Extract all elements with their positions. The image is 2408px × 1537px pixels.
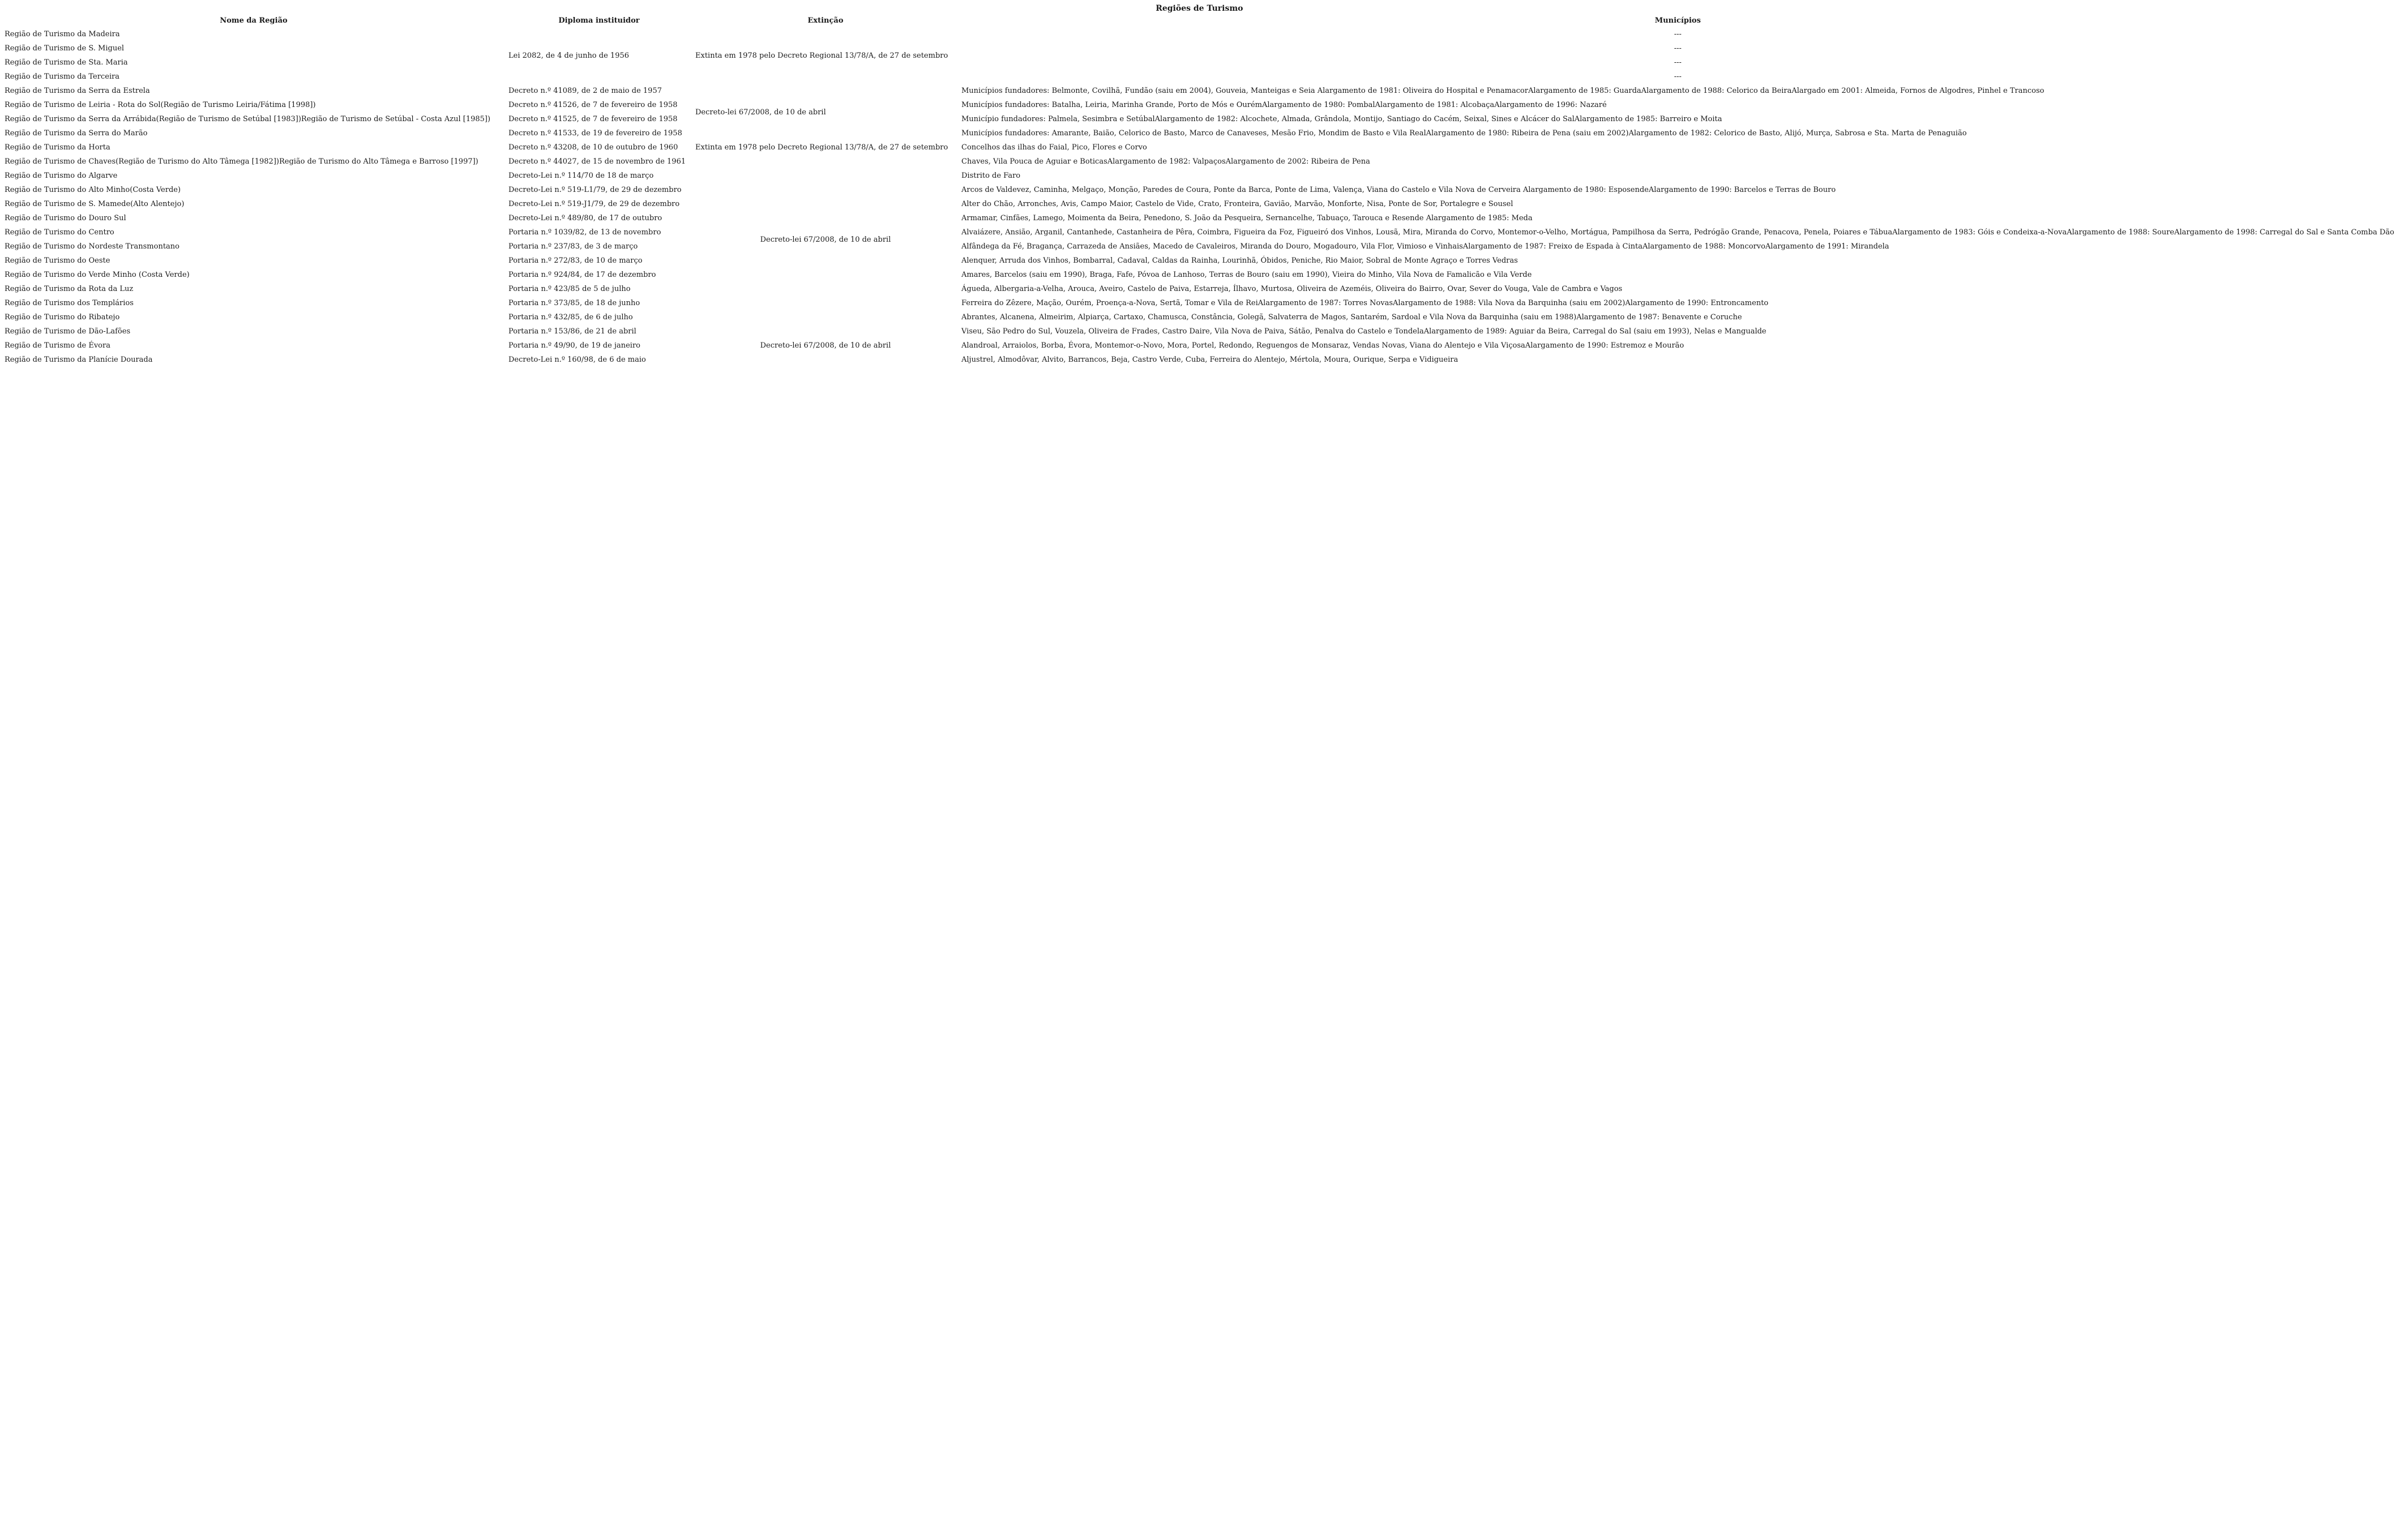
cell-diploma: Decreto n.º 41525, de 7 de fevereiro de 1958 bbox=[508, 115, 678, 123]
cell-municipios: Amares, Barcelos (saiu em 1990), Braga, Fafe, Póvoa de Lanhoso, Terras de Bouro (saiu em 1990), Vieira do Minho, Vila Nova de Famalicão e Vila Verde bbox=[961, 271, 1532, 279]
cell-municipios: Distrito de Faro bbox=[961, 172, 1021, 180]
table-row bbox=[3, 324, 2396, 339]
cell-nome: Região de Turismo do Centro bbox=[5, 228, 114, 237]
cell-nome: Região de Turismo dos Templários bbox=[5, 299, 134, 307]
table-row bbox=[3, 155, 2396, 169]
table-row bbox=[3, 98, 2396, 112]
header-municipios: Municípios bbox=[1654, 16, 1701, 25]
cell-municipios: Municípios fundadores: Batalha, Leiria, Marinha Grande, Porto de Mós e OurémAlargamento de 1980: PombalAlargamento de 1981: AlcobaçaAlargamento de 1996: Nazaré bbox=[961, 101, 1607, 109]
cell-municipios: Viseu, São Pedro do Sul, Vouzela, Oliveira de Frades, Castro Daire, Vila Nova de Paiva, Sátão, Penalva do Castelo e TondelaAlargamento de 1989: Aguiar da Beira, Carregal do Sal (saiu em 1993), Nelas e Mangualde bbox=[961, 327, 1767, 336]
cell-nome: Região de Turismo de S. Miguel bbox=[5, 44, 125, 53]
cell-nome: Região de Turismo da Horta bbox=[5, 143, 110, 152]
cell-nome: Região de Turismo do Ribatejo bbox=[5, 313, 120, 322]
cell-diploma: Decreto-Lei n.º 519-L1/79, de 29 de dezembro bbox=[508, 186, 682, 194]
cell-nome: Região de Turismo do Douro Sul bbox=[5, 214, 126, 222]
cell-nome: Região de Turismo da Serra da Arrábida(Região de Turismo de Setúbal [1983])Região de Turismo de Setúbal - Costa Azul [1985]) bbox=[5, 115, 491, 123]
cell-diploma: Decreto-Lei n.º 114/70 de 18 de março bbox=[508, 172, 654, 180]
table-row bbox=[3, 296, 2396, 310]
cell-municipios: --- bbox=[1674, 58, 1682, 67]
cell-diploma: Portaria n.º 153/86, de 21 de abril bbox=[508, 327, 636, 336]
table-row bbox=[3, 282, 2396, 296]
cell-extincao: Decreto-lei 67/2008, de 10 de abril bbox=[760, 341, 891, 350]
cell-nome: Região de Turismo da Madeira bbox=[5, 30, 120, 38]
cell-extincao: Extinta em 1978 pelo Decreto Regional 13/78/A, de 27 de setembro bbox=[695, 143, 948, 152]
header-extincao: Extinção bbox=[807, 16, 844, 25]
cell-nome: Região de Turismo do Verde Minho (Costa Verde) bbox=[5, 271, 190, 279]
table-row bbox=[3, 84, 2396, 98]
cell-nome: Região de Turismo da Serra do Marão bbox=[5, 129, 148, 138]
cell-diploma: Decreto-Lei n.º 519-J1/79, de 29 de dezembro bbox=[508, 200, 680, 208]
table-row bbox=[3, 254, 2396, 268]
cell-municipios: Municípios fundadores: Belmonte, Covilhã, Fundão (saiu em 2004), Gouveia, Manteigas e Seia Alargamento de 1981: Oliveira do Hospital e PenamacorAlargamento de 1985: GuardaAlargamento de 1988: Celorico da BeiraAlargado em 2001: Almeida, Fornos de Algodres, Pinhel e Trancoso bbox=[961, 87, 2045, 95]
cell-municipios: Alter do Chão, Arronches, Avis, Campo Maior, Castelo de Vide, Crato, Fronteira, Gavião, Marvão, Monforte, Nisa, Ponte de Sor, Portalegre e Sousel bbox=[961, 200, 1513, 208]
cell-municipios: Alfândega da Fé, Bragança, Carrazeda de Ansiães, Macedo de Cavaleiros, Miranda do Douro, Mogadouro, Vila Flor, Vimioso e VinhaisAlargamento de 1987: Freixo de Espada à CintaAlargamento de 1988: MoncorvoAlargamento de 1991: Mirandela bbox=[961, 242, 1889, 251]
cell-municipios: Alandroal, Arraiolos, Borba, Évora, Montemor-o-Novo, Mora, Portel, Redondo, Reguengos de Monsaraz, Vendas Novas, Viana do Alentejo e Vila ViçosaAlargamento de 1990: Estremoz e Mourão bbox=[961, 341, 1684, 350]
table-row bbox=[3, 169, 2396, 183]
cell-municipios: Ferreira do Zêzere, Mação, Ourém, Proença-a-Nova, Sertã, Tomar e Vila de ReiAlargamento de 1987: Torres NovasAlargamento de 1988: Vila Nova da Barquinha (saiu em 2002)Alargamento de 1990: Entroncamento bbox=[961, 299, 1769, 307]
cell-diploma: Portaria n.º 423/85 de 5 de julho bbox=[508, 285, 631, 293]
table-row bbox=[3, 112, 2396, 126]
cell-nome: Região de Turismo da Terceira bbox=[5, 72, 120, 81]
table-row bbox=[3, 353, 2396, 367]
cell-nome: Região de Turismo da Serra da Estrela bbox=[5, 87, 150, 95]
cell-nome: Região de Turismo de Chaves(Região de Turismo do Alto Tâmega [1982])Região de Turismo do Alto Tâmega e Barroso [1997]) bbox=[5, 157, 478, 166]
cell-municipios: Aljustrel, Almodôvar, Alvito, Barrancos, Beja, Castro Verde, Cuba, Ferreira do Alentejo, Mértola, Moura, Ourique, Serpa e Vidigueira bbox=[961, 356, 1459, 364]
cell-nome: Região de Turismo de Leiria - Rota do Sol(Região de Turismo Leiria/Fátima [1998]) bbox=[5, 101, 316, 109]
cell-nome: Região de Turismo do Nordeste Transmontano bbox=[5, 242, 180, 251]
cell-nome: Região de Turismo do Alto Minho(Costa Verde) bbox=[5, 186, 181, 194]
table-row bbox=[3, 339, 2396, 353]
cell-diploma: Decreto n.º 44027, de 15 de novembro de 1961 bbox=[508, 157, 686, 166]
table-row bbox=[3, 27, 2396, 41]
cell-nome: Região de Turismo do Algarve bbox=[5, 172, 118, 180]
table-row bbox=[3, 126, 2396, 140]
cell-diploma: Decreto n.º 41533, de 19 de fevereiro de 1958 bbox=[508, 129, 682, 138]
cell-diploma: Portaria n.º 49/90, de 19 de janeiro bbox=[508, 341, 640, 350]
cell-diploma: Decreto n.º 41089, de 2 de maio de 1957 bbox=[508, 87, 662, 95]
cell-diploma: Decreto n.º 41526, de 7 de fevereiro de 1958 bbox=[508, 101, 678, 109]
table-row bbox=[3, 310, 2396, 324]
cell-extincao: Decreto-lei 67/2008, de 10 de abril bbox=[760, 235, 891, 244]
cell-municipios: Armamar, Cinfães, Lamego, Moimenta da Beira, Penedono, S. João da Pesqueira, Sernancelhe, Tabuaço, Tarouca e Resende Alargamento de 1985: Meda bbox=[961, 214, 1533, 222]
table-row bbox=[3, 70, 2396, 84]
table-row bbox=[3, 239, 2396, 254]
cell-municipios: Concelhos das ilhas do Faial, Pico, Flores e Corvo bbox=[961, 143, 1147, 152]
header-diploma: Diploma instituidor bbox=[558, 16, 640, 25]
table-row bbox=[3, 55, 2396, 70]
cell-nome: Região de Turismo de S. Mamede(Alto Alentejo) bbox=[5, 200, 185, 208]
cell-municipios: Chaves, Vila Pouca de Aguiar e BoticasAlargamento de 1982: ValpaçosAlargamento de 2002: Ribeira de Pena bbox=[961, 157, 1370, 166]
document bbox=[0, 0, 2408, 367]
header-nome: Nome da Região bbox=[220, 16, 288, 25]
cell-diploma: Decreto-Lei n.º 489/80, de 17 de outubro bbox=[508, 214, 662, 222]
cell-diploma: Decreto n.º 43208, de 10 de outubro de 1960 bbox=[508, 143, 678, 152]
cell-diploma: Portaria n.º 432/85, de 6 de julho bbox=[508, 313, 633, 322]
header-row bbox=[3, 15, 2396, 27]
cell-municipios: Alenquer, Arruda dos Vinhos, Bombarral, Cadaval, Caldas da Rainha, Lourinhã, Óbidos, Peniche, Rio Maior, Sobral de Monte Agraço e Torres Vedras bbox=[961, 256, 1518, 265]
cell-nome: Região de Turismo da Planície Dourada bbox=[5, 356, 153, 364]
table-row bbox=[3, 140, 2396, 155]
cell-municipios: Águeda, Albergaria-a-Velha, Arouca, Aveiro, Castelo de Paiva, Estarreja, Ílhavo, Murtosa, Oliveira de Azeméis, Oliveira do Bairro, Ovar, Sever do Vouga, Vale de Cambra e Vagos bbox=[961, 285, 1623, 293]
cell-municipios: Município fundadores: Palmela, Sesimbra e SetúbalAlargamento de 1982: Alcochete, Almada, Grândola, Montijo, Santiago do Cacém, Seixal, Sines e Alcácer do SalAlargamento de 1985: Barreiro e Moita bbox=[961, 115, 1722, 123]
table-row bbox=[3, 225, 2396, 239]
cell-municipios: Arcos de Valdevez, Caminha, Melgaço, Monção, Paredes de Coura, Ponte da Barca, Ponte de Lima, Valença, Viana do Castelo e Vila Nova de Cerveira Alargamento de 1980: EsposendeAlargamento de 1990: Barcelos e Terras de Bouro bbox=[961, 186, 1836, 194]
cell-nome: Região de Turismo de Dão-Lafões bbox=[5, 327, 131, 336]
table-row bbox=[3, 183, 2396, 197]
cell-nome: Região de Turismo de Sta. Maria bbox=[5, 58, 128, 67]
cell-diploma: Portaria n.º 924/84, de 17 de dezembro bbox=[508, 271, 656, 279]
regions-table bbox=[0, 0, 2399, 367]
cell-nome: Região de Turismo da Rota da Luz bbox=[5, 285, 134, 293]
cell-municipios: Abrantes, Alcanena, Almeirim, Alpiarça, Cartaxo, Chamusca, Constância, Golegã, Salvaterra de Magos, Santarém, Sardoal e Vila Nova da Barquinha (saiu em 1988)Alargamento de 1987: Benavente e Coruche bbox=[961, 313, 1742, 322]
table-caption: Regiões de Turismo bbox=[1156, 4, 1243, 13]
table-row bbox=[3, 197, 2396, 211]
cell-municipios: Municípios fundadores: Amarante, Baião, Celorico de Basto, Marco de Canaveses, Mesão Frio, Mondim de Basto e Vila RealAlargamento de 1980: Ribeira de Pena (saiu em 2002)Alargamento de 1982: Celorico de Basto, Alijó, Murça, Sabrosa e Sta. Marta de Penaguião bbox=[961, 129, 1967, 138]
cell-municipios: --- bbox=[1674, 72, 1682, 81]
cell-municipios: --- bbox=[1674, 30, 1682, 38]
cell-municipios: Alvaiázere, Ansião, Arganil, Cantanhede, Castanheira de Pêra, Coimbra, Figueira da Foz, Figueiró dos Vinhos, Lousã, Mira, Miranda do Corvo, Montemor-o-Velho, Mortágua, Pampilhosa da Serra, Pedrógão Grande, Penacova, Penela, Poiares e TábuaAlargamento de 1983: Góis e Condeixa-a-NovaAlargamento de 1988: SoureAlargamento de 1998: Carregal do Sal e Santa Comba Dão bbox=[961, 228, 2394, 237]
table-row bbox=[3, 211, 2396, 225]
cell-diploma: Decreto-Lei n.º 160/98, de 6 de maio bbox=[508, 356, 646, 364]
cell-diploma: Portaria n.º 373/85, de 18 de junho bbox=[508, 299, 640, 307]
cell-diploma: Portaria n.º 237/83, de 3 de março bbox=[508, 242, 638, 251]
cell-extincao: Extinta em 1978 pelo Decreto Regional 13/78/A, de 27 de setembro bbox=[695, 51, 948, 60]
cell-extincao: Decreto-lei 67/2008, de 10 de abril bbox=[695, 108, 826, 117]
cell-diploma: Portaria n.º 272/83, de 10 de março bbox=[508, 256, 643, 265]
cell-diploma: Portaria n.º 1039/82, de 13 de novembro bbox=[508, 228, 661, 237]
cell-nome: Região de Turismo do Oeste bbox=[5, 256, 110, 265]
cell-municipios: --- bbox=[1674, 44, 1682, 53]
cell-diploma: Lei 2082, de 4 de junho de 1956 bbox=[508, 51, 630, 60]
table-row bbox=[3, 41, 2396, 55]
cell-nome: Região de Turismo de Évora bbox=[5, 341, 110, 350]
table-row bbox=[3, 268, 2396, 282]
